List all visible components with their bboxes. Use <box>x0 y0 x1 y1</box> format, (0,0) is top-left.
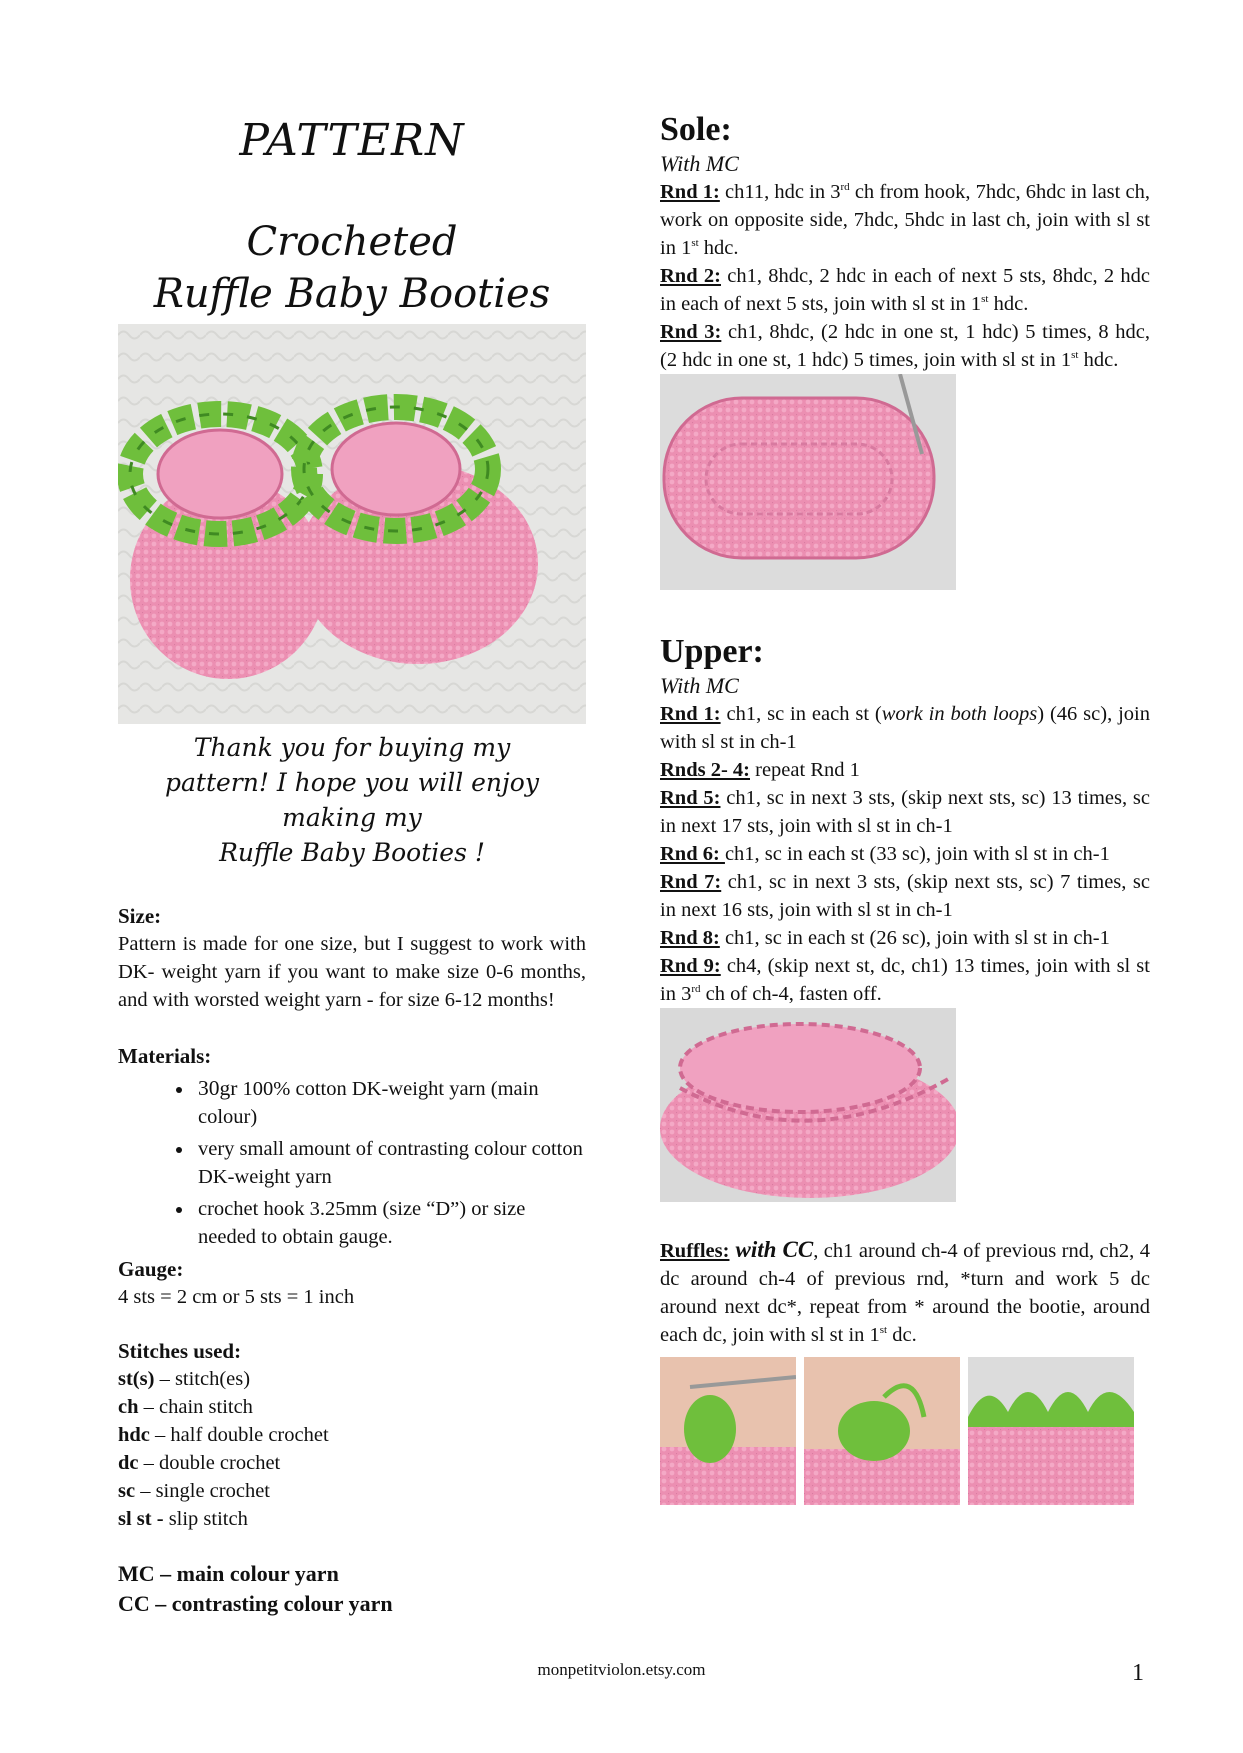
subtitle-line-2: Ruffle Baby Booties <box>153 271 551 317</box>
rnd-label: Rnd 5: <box>660 787 721 809</box>
rnd-text: hdc. <box>698 237 739 259</box>
list-item <box>118 1505 586 1533</box>
list-item <box>118 1477 586 1505</box>
thanks-line-4: Ruffle Baby Booties ! <box>219 838 485 867</box>
ruffle-step-photo-2 <box>804 1357 960 1505</box>
subtitle-line-1: Crocheted <box>246 219 458 265</box>
footer-url: monpetitviolon.etsy.com <box>537 1660 706 1679</box>
list-item <box>118 1449 586 1477</box>
stitch-sep: – <box>154 1368 175 1390</box>
rnd-label: Rnd 6: <box>660 843 725 865</box>
rnd-text: dc. <box>887 1324 917 1346</box>
gauge-text: 4 sts = 2 cm or 5 sts = 1 inch <box>118 1286 355 1308</box>
thanks-line-3: making my <box>282 803 422 832</box>
rnd-text: ch1, sc in next 3 sts, (skip next sts, sc) 7 times, sc in next 16 sts, join with sl st in ch-1 <box>660 871 1151 921</box>
list-item <box>194 1135 586 1191</box>
stitch-desc: single crochet <box>155 1480 270 1502</box>
rnd-label: Ruffles: <box>660 1240 730 1262</box>
rnd-text: ch1, sc in each st (26 sc), join with sl st in ch-1 <box>719 927 1110 949</box>
materials-heading: Materials: <box>118 1044 212 1068</box>
upper-heading: Upper: <box>660 633 764 670</box>
list-item <box>118 1365 586 1393</box>
rnd-label: Rnd 9: <box>660 955 721 977</box>
material-text: very small amount of contrasting colour cotton DK-weight yarn <box>198 1138 583 1188</box>
ruffle-step-photo-1 <box>660 1357 796 1505</box>
ordinal-suffix: st <box>879 1324 888 1337</box>
rnd-text: ch of ch-4, fasten off. <box>700 983 882 1005</box>
materials-list <box>118 1074 586 1251</box>
sole-rnd-1 <box>660 178 1150 262</box>
stitch-abbr: sl st - <box>118 1508 164 1530</box>
sole-photo <box>660 374 956 590</box>
ruffles-with: with CC <box>729 1237 814 1262</box>
legend-mc: MC – main colour yarn <box>118 1561 339 1586</box>
material-amount: 30gr <box>198 1076 238 1100</box>
ruffles-instructions <box>660 1236 1150 1349</box>
rnd-text: , ch1 around ch-4 of previous rnd, ch2, 4 dc around ch-4 of previous rnd, *turn and work 5 dc around next dc*, repeat from * around the bootie, around each dc, join with sl st in 1 <box>660 1240 1150 1346</box>
rnd-text: ch4, (skip next st, dc, ch1) 13 times, join with sl st in 3 <box>660 955 1150 1005</box>
rnd-text: ch11, hdc in 3 <box>719 181 841 203</box>
sole-rnd-2 <box>660 262 1150 318</box>
size-heading: Size: <box>118 904 162 928</box>
upper-rnd-9 <box>660 952 1150 1008</box>
page-number: 1 <box>1132 1660 1144 1686</box>
rnd-text: ch1, sc in next 3 sts, (skip next sts, sc) 13 times, sc in next 17 sts, join with sl st in ch-1 <box>660 787 1150 837</box>
rnd-label: Rnd 3: <box>660 321 722 343</box>
stitch-abbr: hdc <box>118 1424 150 1446</box>
upper-rnd-7 <box>660 868 1150 924</box>
stitch-desc: chain stitch <box>159 1396 253 1418</box>
rnd-text: ch1, sc in each st (33 sc), join with sl st in ch-1 <box>724 843 1110 865</box>
rnd-label: Rnd 1: <box>660 181 720 203</box>
stitches-list <box>118 1365 586 1533</box>
list-item <box>194 1074 586 1131</box>
stitch-desc: stitch(es) <box>174 1368 251 1390</box>
rnd-text: hdc. <box>1078 349 1119 371</box>
upper-rnd-6 <box>660 840 1150 868</box>
ordinal-suffix: rd <box>840 181 850 194</box>
stitch-sep: – <box>149 1424 171 1446</box>
rnd-label: Rnds 2- 4: <box>660 759 750 781</box>
ruffles-photos <box>660 1357 1150 1505</box>
stitch-sep: – <box>138 1396 159 1418</box>
upper-rnd-2-4 <box>660 756 1150 784</box>
list-item <box>118 1393 586 1421</box>
stitches-heading: Stitches used: <box>118 1339 242 1363</box>
legend-cc: CC – contrasting colour yarn <box>118 1591 393 1616</box>
rnd-text: ) (46 sc), join with sl st in ch-1 <box>660 703 1150 753</box>
rnd-text: ch1, sc in each st ( <box>720 703 882 725</box>
rnd-text: repeat Rnd 1 <box>750 759 860 781</box>
size-text: Pattern is made for one size, but I suggest to work with DK- weight yarn if you want to make size 0-6 months, and with worsted weight yarn - for size 6-12 months! <box>118 933 586 1011</box>
ordinal-suffix: st <box>691 237 699 250</box>
upper-photo <box>660 1008 956 1202</box>
material-text: 100% cotton DK-weight yarn (main colour) <box>198 1078 539 1128</box>
ruffle-step-photo-3 <box>968 1357 1134 1505</box>
thanks-line-1: Thank you for buying my <box>193 733 511 762</box>
rnd-label: Rnd 1: <box>660 703 721 725</box>
right-column <box>660 110 1150 1505</box>
stitch-abbr: st(s) <box>118 1368 155 1390</box>
stitch-abbr: dc <box>118 1452 139 1474</box>
rnd-label: Rnd 7: <box>660 871 722 893</box>
stitch-desc: slip stitch <box>168 1508 248 1530</box>
rnd-label: Rnd 2: <box>660 265 721 287</box>
stitch-sep: – <box>138 1452 159 1474</box>
stitch-abbr: sc <box>118 1480 136 1502</box>
rnd-label: Rnd 8: <box>660 927 720 949</box>
list-item <box>194 1195 586 1251</box>
booties-photo <box>118 324 586 724</box>
ordinal-suffix: rd <box>691 983 701 996</box>
gauge-heading: Gauge: <box>118 1257 184 1281</box>
rnd-text: ch from hook, 7hdc, 6hdc in last ch, work on opposite side, 7hdc, 5hdc in last ch, join with sl st in 1 <box>660 181 1150 259</box>
sole-with: With MC <box>660 151 739 176</box>
rnd-text: ch1, 8hdc, (2 hdc in one st, 1 hdc) 5 times, 8 hdc, (2 hdc in one st, 1 hdc) 5 times, join with sl st in 1 <box>660 321 1150 371</box>
upper-rnd-8 <box>660 924 1150 952</box>
thanks-line-2: pattern! I hope you will enjoy <box>165 768 539 797</box>
stitch-sep: – <box>135 1480 156 1502</box>
upper-rnd-1 <box>660 700 1150 756</box>
ordinal-suffix: st <box>981 293 989 306</box>
sole-rnd-3 <box>660 318 1150 374</box>
rnd-text: ch1, 8hdc, 2 hdc in each of next 5 sts, 8hdc, 2 hdc in each of next 5 sts, join with sl st in 1 <box>660 265 1151 315</box>
pattern-title: PATTERN <box>239 115 465 166</box>
sole-heading: Sole: <box>660 111 732 148</box>
stitch-desc: double crochet <box>159 1452 281 1474</box>
upper-with: With MC <box>660 673 739 698</box>
left-column <box>118 110 586 1619</box>
stitch-desc: half double crochet <box>170 1424 329 1446</box>
rnd-note: work in both loops <box>881 703 1038 725</box>
thank-you-note <box>118 730 586 870</box>
stitch-abbr: ch <box>118 1396 139 1418</box>
ordinal-suffix: st <box>1071 349 1079 362</box>
pattern-subtitle <box>118 216 586 320</box>
rnd-text: hdc. <box>988 293 1029 315</box>
upper-rnd-5 <box>660 784 1150 840</box>
list-item <box>118 1421 586 1449</box>
material-text: crochet hook 3.25mm (size “D”) or size needed to obtain gauge. <box>198 1198 526 1248</box>
